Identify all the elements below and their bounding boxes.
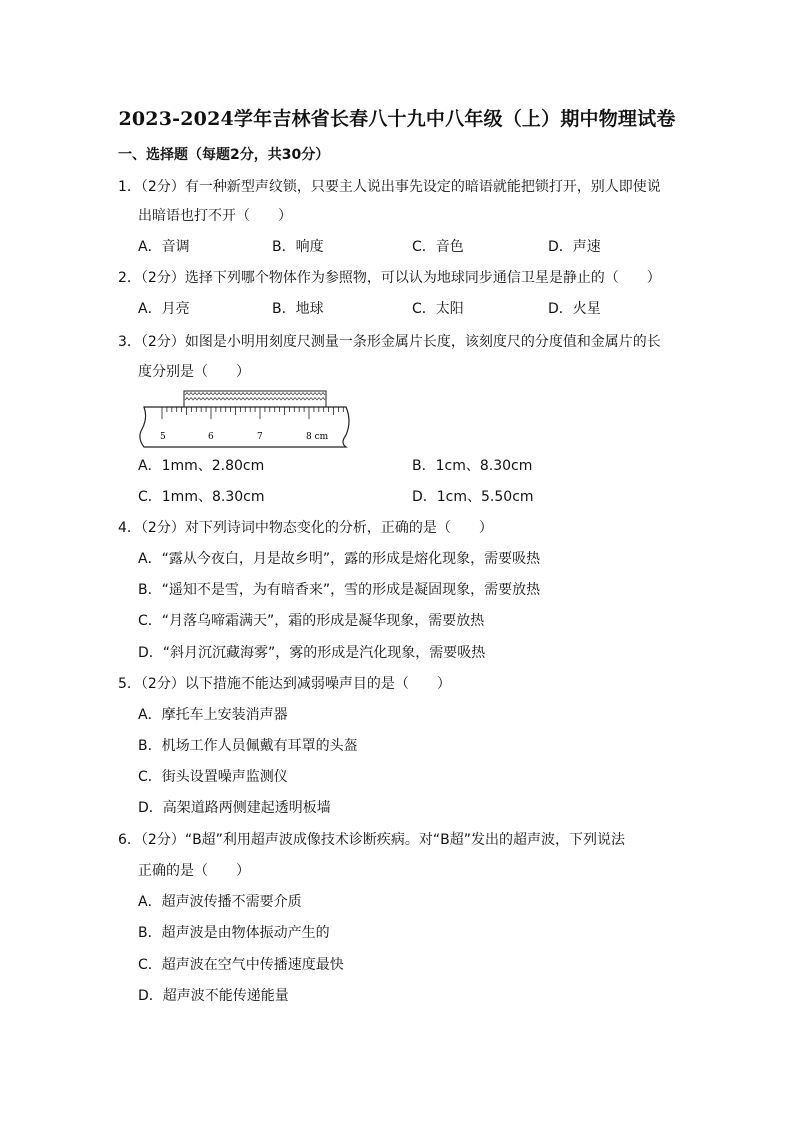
question-6-stem-cont: 正确的是（ ） — [138, 863, 250, 879]
section-heading: 一、选择题（每题2分，共30分） — [118, 147, 330, 163]
question-6-stem: 6．（2分）“B超”利用超声波成像技术诊断疾病。对“B超”发出的超声波，下列说法 — [118, 832, 626, 848]
question-3-stem: 3．（2分）如图是小明用刻度尺测量一条形金属片长度，该刻度尺的分度值和金属片的长 — [118, 334, 661, 350]
question-4-option-c[interactable]: C．“月落乌啼霜满天”，霜的形成是凝华现象，需要放热 — [138, 613, 485, 629]
question-4-option-b[interactable]: B．“遥知不是雪，为有暗香来”，雪的形成是凝固现象，需要放热 — [138, 582, 541, 598]
question-2-option-b[interactable]: B．地球 — [272, 301, 324, 317]
question-6-option-c[interactable]: C．超声波在空气中传播速度最快 — [138, 957, 344, 973]
question-1-option-d[interactable]: D．声速 — [548, 239, 601, 255]
question-2-stem: 2．（2分）选择下列哪个物体作为参照物，可以认为地球同步通信卫星是静止的（ ） — [118, 270, 661, 286]
ruler-label-8cm: 8 cm — [306, 432, 329, 442]
question-1-option-b[interactable]: B．响度 — [272, 239, 324, 255]
question-5-option-b[interactable]: B．机场工作人员佩戴有耳罩的头盔 — [138, 738, 358, 754]
question-3-option-d[interactable]: D．1cm、5.50cm — [412, 489, 534, 505]
ruler-figure — [132, 388, 354, 450]
question-4-stem: 4．（2分）对下列诗词中物态变化的分析，正确的是（ ） — [118, 520, 493, 536]
question-6-option-a[interactable]: A．超声波传播不需要介质 — [138, 894, 302, 910]
question-6-option-d[interactable]: D．超声波不能传递能量 — [138, 988, 289, 1004]
ruler-label-7: 7 — [257, 432, 263, 442]
question-4-option-a[interactable]: A．“露从今夜白，月是故乡明”，露的形成是熔化现象，需要吸热 — [138, 551, 541, 567]
question-2-option-a[interactable]: A．月亮 — [138, 301, 190, 317]
question-2-option-d[interactable]: D．火星 — [548, 301, 601, 317]
question-3-option-b[interactable]: B．1cm、8.30cm — [412, 458, 533, 474]
question-5-option-d[interactable]: D．高架道路两侧建起透明板墙 — [138, 800, 331, 816]
ruler-label-6: 6 — [208, 432, 214, 442]
question-1-stem-cont: 出暗语也打不开（ ） — [138, 208, 292, 224]
metal-strip — [184, 391, 326, 407]
ruler-label-5: 5 — [160, 432, 166, 442]
question-5-option-c[interactable]: C．街头设置噪声监测仪 — [138, 769, 288, 785]
exam-title: 2023-2024学年吉林省长春八十九中八年级（上）期中物理试卷 — [118, 108, 676, 130]
question-4-option-d[interactable]: D．“斜月沉沉藏海雾”，雾的形成是汽化现象，需要吸热 — [138, 645, 486, 661]
question-5-stem: 5．（2分）以下措施不能达到减弱噪声目的是（ ） — [118, 676, 451, 692]
question-3-option-c[interactable]: C．1mm、8.30cm — [138, 489, 265, 505]
question-3-stem-cont: 度分别是（ ） — [138, 364, 250, 380]
question-2-option-c[interactable]: C．太阳 — [412, 301, 464, 317]
question-5-option-a[interactable]: A．摩托车上安装消声器 — [138, 707, 288, 723]
question-1-option-a[interactable]: A．音调 — [138, 239, 190, 255]
question-1-option-c[interactable]: C．音色 — [412, 239, 464, 255]
question-1-stem: 1．（2分）有一种新型声纹锁，只要主人说出事先设定的暗语就能把锁打开，别人即使说 — [118, 179, 661, 195]
question-3-option-a[interactable]: A．1mm、2.80cm — [138, 458, 265, 474]
question-6-option-b[interactable]: B．超声波是由物体振动产生的 — [138, 925, 330, 941]
